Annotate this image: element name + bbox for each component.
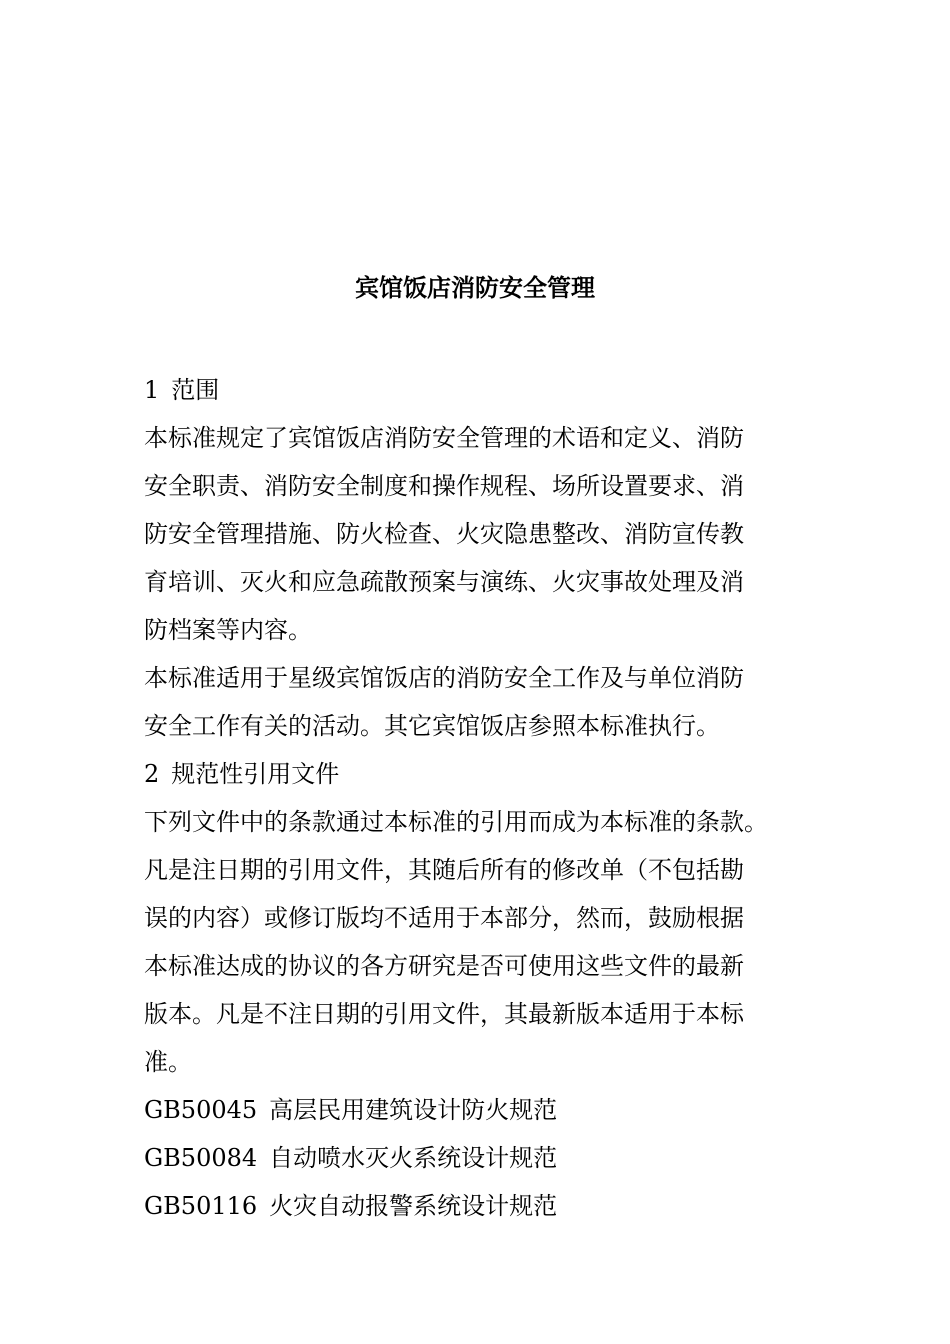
paragraph bbox=[144, 798, 804, 1086]
section-title: 规范性引用文件 bbox=[171, 760, 340, 788]
reference-item bbox=[144, 1182, 804, 1230]
section-heading bbox=[144, 750, 804, 798]
text-line: 防安全管理措施、防火检查、火灾隐患整改、消防宣传教 bbox=[144, 520, 744, 548]
text-line: 下列文件中的条款通过本标准的引用而成为本标准的条款。 bbox=[144, 808, 768, 836]
text-line: 本标准规定了宾馆饭店消防安全管理的术语和定义、消防 bbox=[144, 424, 744, 452]
text-line: 本标准适用于星级宾馆饭店的消防安全工作及与单位消防 bbox=[144, 664, 744, 692]
text-line: 本标准达成的协议的各方研究是否可使用这些文件的最新 bbox=[144, 952, 744, 980]
text-line: 安全工作有关的活动。其它宾馆饭店参照本标准执行。 bbox=[144, 712, 720, 740]
reference-list bbox=[144, 1086, 804, 1230]
reference-item bbox=[144, 1086, 804, 1134]
standard-name: 高层民用建筑设计防火规范 bbox=[269, 1096, 558, 1124]
reference-item bbox=[144, 1134, 804, 1182]
standard-name: 自动喷水灭火系统设计规范 bbox=[269, 1144, 558, 1172]
section-heading bbox=[144, 366, 804, 414]
document-body bbox=[144, 366, 804, 1230]
text-line: 误的内容）或修订版均不适用于本部分，然而，鼓励根据 bbox=[144, 904, 744, 932]
section-number: 2 bbox=[144, 760, 160, 788]
text-line: 安全职责、消防安全制度和操作规程、场所设置要求、消 bbox=[144, 472, 744, 500]
standard-code: GB50116 bbox=[144, 1192, 258, 1220]
paragraph bbox=[144, 654, 804, 750]
section-title: 范围 bbox=[171, 376, 220, 404]
standard-code: GB50045 bbox=[144, 1096, 258, 1124]
standard-code: GB50084 bbox=[144, 1144, 258, 1172]
text-line: 版本。凡是不注日期的引用文件，其最新版本适用于本标 bbox=[144, 1000, 744, 1028]
paragraph bbox=[144, 414, 804, 654]
text-line: 凡是注日期的引用文件，其随后所有的修改单（不包括勘 bbox=[144, 856, 744, 884]
document-title: 宾馆饭店消防安全管理 bbox=[355, 273, 595, 302]
text-line: 准。 bbox=[144, 1048, 192, 1076]
text-line: 防档案等内容。 bbox=[144, 616, 312, 644]
section-number: 1 bbox=[144, 376, 160, 404]
text-line: 育培训、灭火和应急疏散预案与演练、火灾事故处理及消 bbox=[144, 568, 744, 596]
standard-name: 火灾自动报警系统设计规范 bbox=[269, 1192, 558, 1220]
